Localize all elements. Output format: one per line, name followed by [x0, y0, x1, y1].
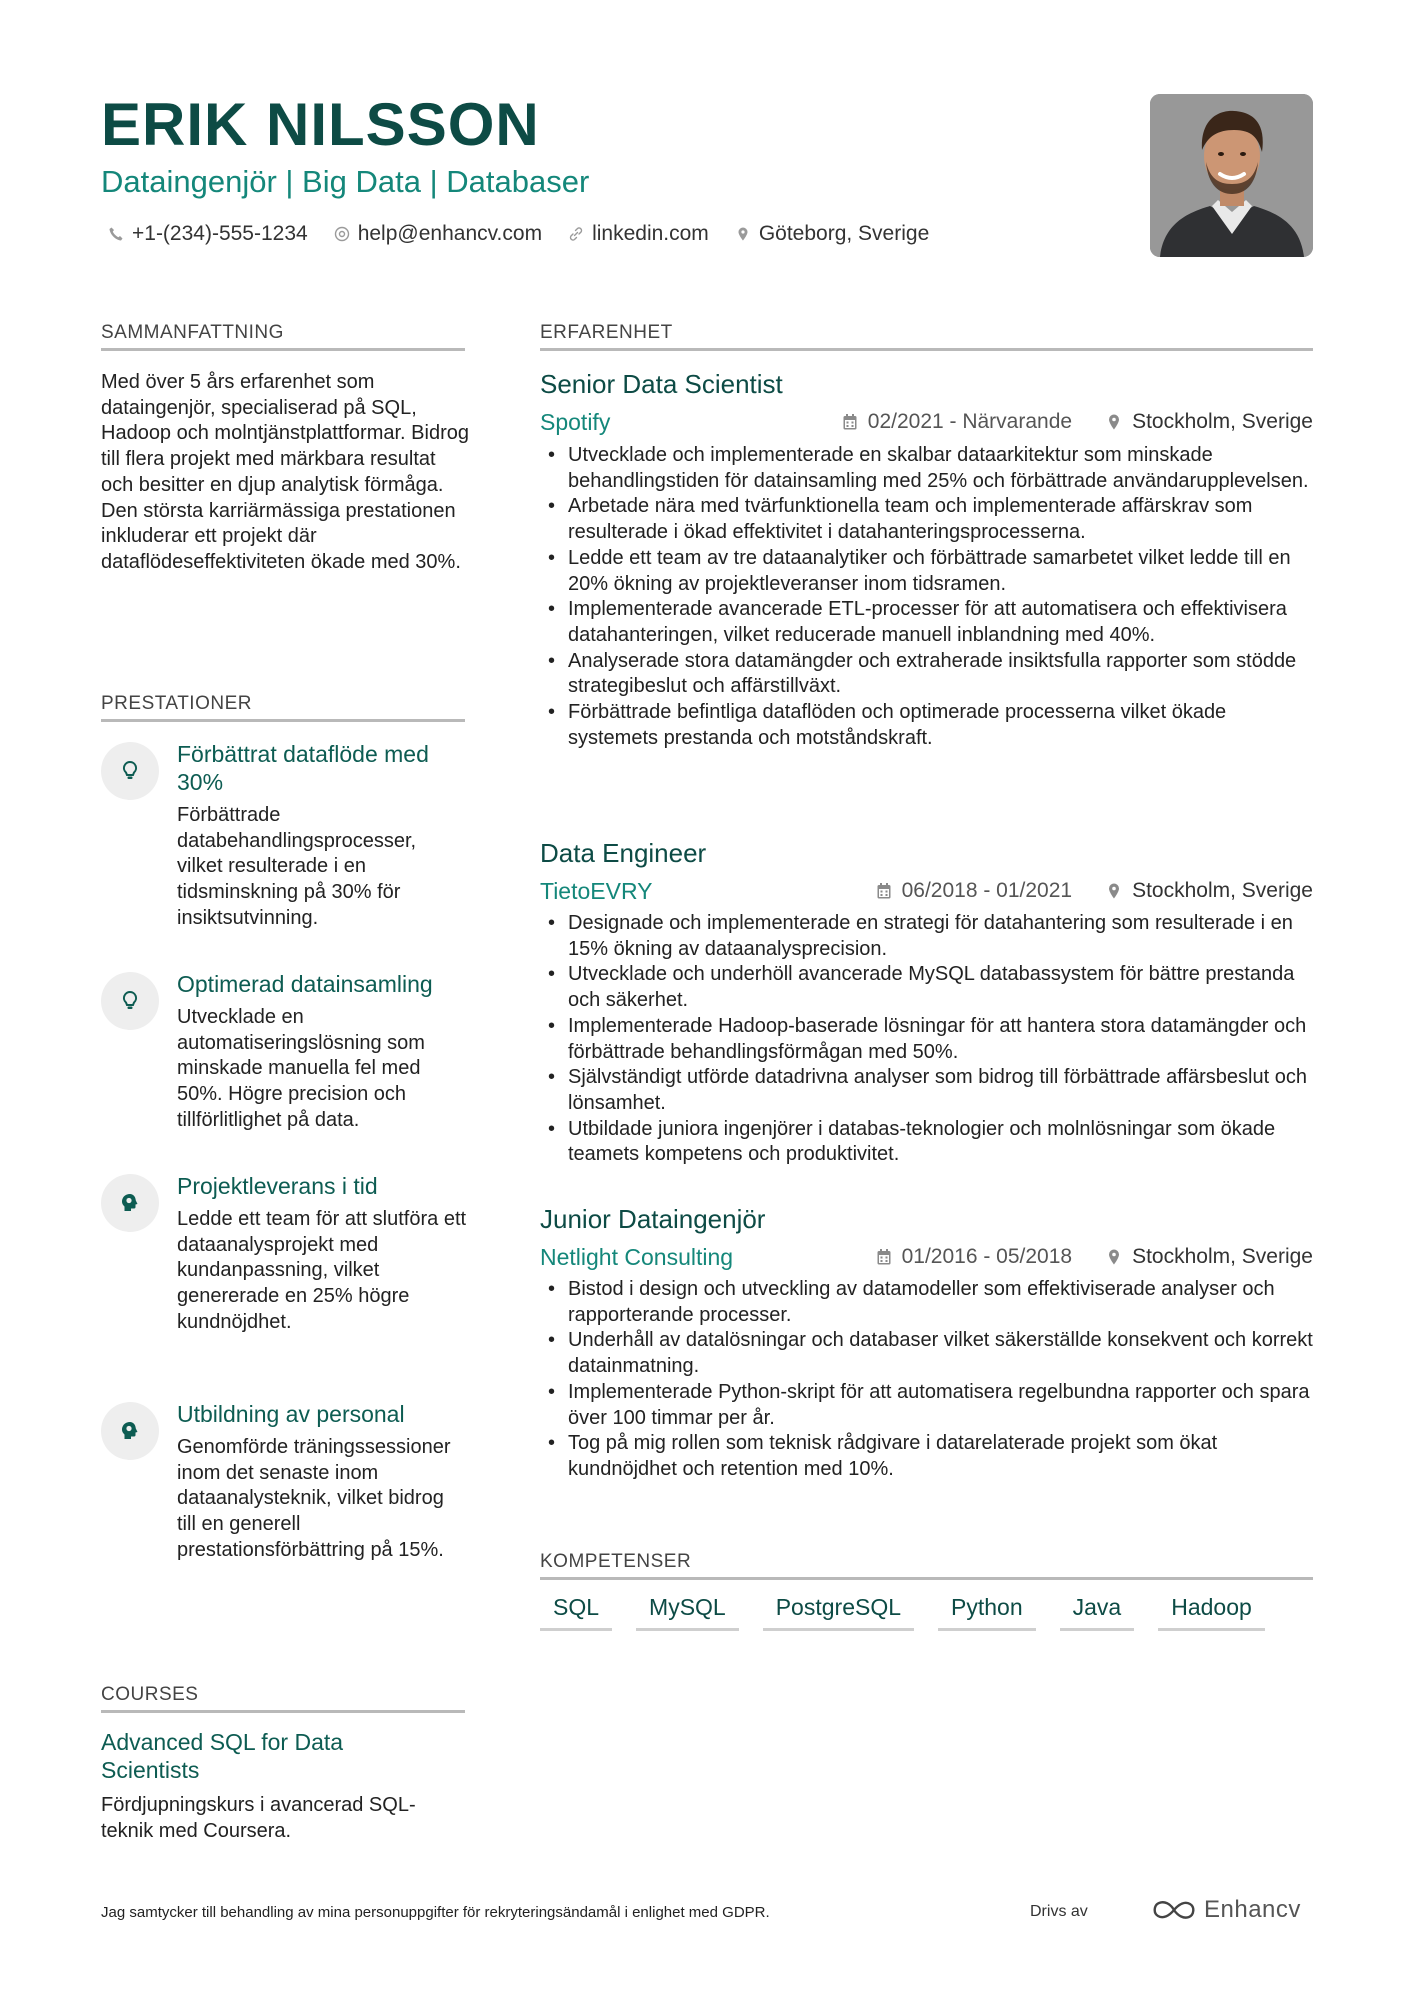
job-title: Junior Dataingenjör	[540, 1204, 766, 1234]
job-bullet: • Analyserade stora datamängder och extraherade insiktsfulla rapporter som stödde strategibeslut och affärstillväxt.	[546, 649, 1316, 700]
job-location: Stockholm, Sverige	[1132, 879, 1313, 902]
job-bullet: • Bistod i design och utveckling av datamodeller som effektiviserade analyser och rapporterande processer.	[546, 1277, 1316, 1328]
job-bullets	[546, 911, 1316, 1168]
job-bullets	[546, 1277, 1316, 1483]
skill-tag: SQL	[540, 1592, 612, 1631]
calendar-icon	[876, 882, 892, 900]
lightbulb-icon	[120, 990, 140, 1012]
brain-head-icon	[119, 1192, 141, 1214]
calendar-icon	[876, 1248, 892, 1266]
email-text: help@enhancv.com	[357, 222, 543, 245]
lightbulb-icon	[120, 760, 140, 782]
job-bullet: • Ledde ett team av tre dataanalytiker och förbättrade samarbetet vilket ledde till en 20% ökning av projektleveranser inom tidsramen.	[546, 546, 1316, 597]
achievement-title: Optimerad datainsamling	[177, 971, 433, 997]
job-dates: 06/2018 - 01/2021	[901, 879, 1073, 902]
job-meta	[842, 408, 1313, 436]
infinity-logo-icon	[1150, 1897, 1198, 1923]
experience-heading: ERFARENHET	[540, 322, 673, 343]
job-bullet: • Tog på mig rollen som teknisk rådgivare i datarelaterade projekt som ökat kundnöjdhet och retention med 10%.	[546, 1431, 1316, 1482]
experience-divider	[540, 348, 1313, 351]
contact-phone[interactable]	[108, 220, 308, 248]
achievement-icon-wrap	[101, 1174, 159, 1232]
achievements-heading: PRESTATIONER	[101, 693, 252, 714]
course-title: Advanced SQL for Data Scientists	[101, 1729, 344, 1783]
job-company: Spotify	[540, 409, 611, 435]
skill-tag: MySQL	[636, 1592, 739, 1631]
enhancv-logo[interactable]	[1150, 1895, 1301, 1925]
contact-location	[735, 220, 929, 248]
skills-list	[540, 1592, 1265, 1631]
calendar-icon	[842, 413, 858, 431]
brand-name: Enhancv	[1204, 1896, 1301, 1923]
courses-heading: COURSES	[101, 1684, 199, 1705]
skills-heading: KOMPETENSER	[540, 1551, 692, 1572]
phone-icon	[108, 226, 124, 242]
achievement-title: Projektleverans i tid	[177, 1173, 378, 1199]
achievement-desc: Genomförde träningssessioner inom det senaste inom dataanalysteknik, vilket bidrog till en generell prestationsförbättring på 15%.	[177, 1436, 451, 1561]
job-bullet: • Implementerade Hadoop-baserade lösningar för att hantera stora datamängder och förbättrade behandlingsförmågan med 50%.	[546, 1014, 1316, 1065]
skills-divider	[540, 1577, 1313, 1580]
gdpr-consent: Jag samtycker till behandling av mina personuppgifter för rekryteringsändamål i enlighet med GDPR.	[101, 1904, 770, 1921]
brain-head-icon	[119, 1420, 141, 1442]
link-icon	[568, 226, 584, 242]
achievement-icon-wrap	[101, 1402, 159, 1460]
location-pin-icon	[1106, 413, 1122, 431]
achievement-icon-wrap	[101, 742, 159, 800]
job-bullets	[546, 443, 1316, 751]
course-desc: Fördjupningskurs i avancerad SQL-teknik med Coursera.	[101, 1794, 416, 1842]
location-pin-icon	[735, 226, 751, 242]
powered-by-label: Drivs av	[1030, 1903, 1088, 1920]
job-meta	[876, 877, 1313, 905]
contact-linkedin[interactable]	[568, 220, 709, 248]
job-title: Data Engineer	[540, 838, 707, 868]
job-bullet: • Underhåll av datalösningar och databaser vilket säkerställde konsekvent och korrekt datainmatning.	[546, 1328, 1316, 1379]
summary-heading: SAMMANFATTNING	[101, 322, 284, 343]
job-bullet: • Utvecklade och underhöll avancerade MySQL databassystem för bättre prestanda och säkerhet.	[546, 962, 1316, 1013]
location-text: Göteborg, Sverige	[758, 222, 930, 245]
job-bullet: • Förbättrade befintliga dataflöden och optimerade processerna vilket ökade systemets prestanda och motståndskraft.	[546, 700, 1316, 751]
at-icon	[334, 226, 350, 242]
phone-text: +1-(234)-555-1234	[132, 222, 308, 245]
job-dates: 02/2021 - Närvarande	[867, 410, 1073, 433]
job-title: Senior Data Scientist	[540, 369, 783, 399]
achievement-desc: Utvecklade en automatiseringslösning som minskade manuella fel med 50%. Högre precision och tillförlitlighet på data.	[177, 1006, 425, 1131]
achievement-title: Förbättrat dataflöde med 30%	[177, 741, 429, 795]
job-bullet: • Implementerade avancerade ETL-processer för att automatisera och effektivisera datahanteringen, vilket reducerade manuell inblandning med 40%.	[546, 597, 1316, 648]
job-bullet: • Utbildade juniora ingenjörer i databas-teknologier och molnlösningar som ökade teamets kompetens och produktivitet.	[546, 1117, 1316, 1168]
summary-text: Med över 5 års erfarenhet som dataingenjör, specialiserad på SQL, Hadoop och molntjänstplattformar. Bidrog till flera projekt med märkbara resultat och besitter en djup analytisk förmåga. Den största karriärmässiga prestationen inkluderar ett projekt där dataflödeseffektiviteten ökade med 30%.	[101, 371, 469, 573]
job-dates: 01/2016 - 05/2018	[901, 1245, 1073, 1268]
profile-photo	[1150, 94, 1313, 257]
location-pin-icon	[1106, 1248, 1122, 1266]
courses-divider	[101, 1710, 465, 1713]
achievement-title: Utbildning av personal	[177, 1401, 405, 1427]
job-location: Stockholm, Sverige	[1132, 1245, 1313, 1268]
contact-bar	[108, 220, 929, 248]
job-meta	[876, 1243, 1313, 1271]
achievement-desc: Förbättrade databehandlingsprocesser, vilket resulterade i en tidsminskning på 30% för insiktsutvinning.	[177, 804, 417, 929]
contact-email[interactable]	[334, 220, 542, 248]
job-bullet: • Självständigt utförde datadrivna analyser som bidrog till förbättrade affärsbeslut och lönsamhet.	[546, 1065, 1316, 1116]
job-bullet: • Utvecklade och implementerade en skalbar dataarkitektur som minskade behandlingstiden för datainsamling med 25% och förbättrade användarupplevelsen.	[546, 443, 1316, 494]
summary-divider	[101, 348, 465, 351]
job-bullet: • Implementerade Python-skript för att automatisera regelbundna rapporter och spara över 100 timmar per år.	[546, 1380, 1316, 1431]
candidate-name: ERIK NILSSON	[101, 91, 540, 158]
skill-tag: Python	[938, 1592, 1036, 1631]
achievement-icon-wrap	[101, 972, 159, 1030]
job-bullet: • Arbetade nära med tvärfunktionella team och implementerade affärskrav som resulterade i ökad effektivitet i datahanteringsprocesserna.	[546, 494, 1316, 545]
location-pin-icon	[1106, 882, 1122, 900]
job-bullet: • Designade och implementerade en strategi för datahantering som resulterade i en 15% ökning av dataanalysprecision.	[546, 911, 1316, 962]
skill-tag: Java	[1060, 1592, 1135, 1631]
candidate-title: Dataingenjör | Big Data | Databaser	[101, 164, 590, 199]
achievement-desc: Ledde ett team för att slutföra ett dataanalysprojekt med kundanpassning, vilket genererade en 25% högre kundnöjdhet.	[177, 1208, 467, 1333]
job-location: Stockholm, Sverige	[1132, 410, 1313, 433]
skill-tag: Hadoop	[1158, 1592, 1265, 1631]
job-company: TietoEVRY	[540, 878, 653, 904]
linkedin-text: linkedin.com	[592, 222, 709, 245]
portrait-image	[1150, 94, 1313, 257]
job-company: Netlight Consulting	[540, 1244, 734, 1270]
skill-tag: PostgreSQL	[763, 1592, 914, 1631]
achievements-divider	[101, 719, 465, 722]
